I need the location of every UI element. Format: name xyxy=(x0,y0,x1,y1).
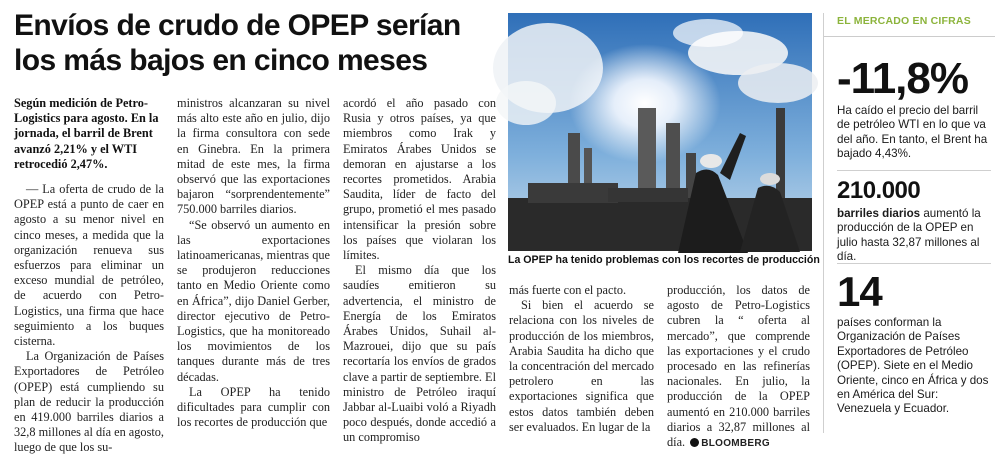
figure-production-increase: 210.000 xyxy=(837,177,921,204)
figure-member-description: países conforman la Organización de Países Exportadores de Petróleo (OPEP). Siete en el Medio Oriente, cinco en África y dos en América del Sur: Venezuela y Ecuador. xyxy=(837,316,989,416)
refinery-photo xyxy=(508,13,812,251)
article-column-3 xyxy=(343,96,496,445)
photo-caption: La OPEP ha tenido problemas con los recortes de producción xyxy=(508,254,820,266)
credit-label: BLOOMBERG xyxy=(701,438,770,450)
column-3-paragraph-1: acordó el año pasado con Rusia y otros países, ya que miembros como Irak y Emiratos Árabes Unidos se demoran en ajustarse a los recortes prometidos. Arabia Saudita, líder de facto del grupo, prometió el mes pasado intensificar la presión sobre los países que violaran los límites. xyxy=(343,96,496,263)
column-2-paragraph-2: “Se observó un aumento en las exportaciones latinoamericanas, mientras que se produjeron reducciones tanto en Medio Oriente como en África”, dijo Daniel Gerber, director ejecutivo de Petro-Logistics, que ha monitoreado los movimientos de los tanques durante más de tres décadas. xyxy=(177,217,330,384)
article-column-4 xyxy=(509,283,654,433)
article-column-5 xyxy=(667,283,810,450)
column-4-paragraph-1: más fuerte con el pacto. xyxy=(509,283,627,297)
credit-bullet-icon xyxy=(690,438,699,447)
article-lede: Según medición de Petro-Logistics para agosto. En la jornada, el barril de Brent avanzó 2,21% y el WTI retrocedió 2,47%. xyxy=(14,96,159,171)
column-5-paragraph-1 xyxy=(667,283,810,451)
column-4-paragraph-2: Si bien el acuerdo se relaciona con los niveles de producción de los miembros, Arabia Saudita ha dicho que la concentración del mercado petrolero en las exportaciones significa que estos datos también deben ser evaluados. En lugar de la xyxy=(509,298,654,434)
figure-member-count: 14 xyxy=(837,268,882,315)
sidebar-separator xyxy=(837,170,991,171)
column-5-text: producción, los datos de agosto de Petro-Logistics cubren la “ oferta al mercado”, que comprende las exportaciones y el crudo procesado en las refinerías nacionales. En julio, la producción de la OPEP aumentó en 210.000 barriles diarios a 32,87 millones al día. xyxy=(667,283,810,450)
headline-line-2: los más bajos en cinco meses xyxy=(14,44,428,77)
headline-line-1: Envíos de crudo de OPEP serían xyxy=(14,9,461,42)
news-agency-credit xyxy=(688,438,770,449)
sidebar-header: EL MERCADO EN CIFRAS xyxy=(823,13,995,37)
figure-wti-description: Ha caído el precio del barril de petróleo WTI en lo que va del año. En tanto, el Brent ha bajado 4,43%. xyxy=(837,104,988,161)
column-3-paragraph-2: El mismo día que los saudíes emitieron su advertencia, el ministro de Energía de los Emiratos Árabes Unidos, Suhail al-Mazrouei, dijo que su país recortaría los envíos de grados clave a partir de septiembre. El ministro de Petróleo iraquí Jabbar al-Luaibi voló a Riyadh poco después, donde accedió a un compromiso xyxy=(343,263,496,445)
market-figures-sidebar xyxy=(823,13,995,433)
column-1-paragraph-1: — La oferta de crudo de la OPEP está a punto de caer en agosto a su menor nivel en cinco meses, a medida que la organización renueva sus esfuerzos para eliminar un exceso mundial de petróleo, de acuerdo con Petro-Logistics, una firma que hace seguimiento a los buques cisterna. xyxy=(14,182,164,349)
article-column-1 xyxy=(14,96,164,455)
article-column-2 xyxy=(177,96,330,432)
figure-production-bold: barriles diarios xyxy=(837,207,921,220)
figure-production-description xyxy=(837,207,991,265)
figure-wti-change: -11,8% xyxy=(837,54,968,103)
column-2-paragraph-3: La OPEP ha tenido dificultades para cumplir con los recortes de producción que xyxy=(177,384,330,430)
sidebar-divider xyxy=(823,13,824,433)
column-2-paragraph-1: ministros alcanzaran su nivel más alto este año en julio, dijo la firma consultora con sede en Ginebra. En la primera mitad de este mes, la firma observó que las exportaciones bajaron “sorprendentemente” 750.000 barriles diarios. xyxy=(177,96,330,217)
figure-production-rest: aumentó la producción de la OPEP en julio hasta 32,87 millones al día. xyxy=(837,207,981,264)
article-headline xyxy=(14,8,494,78)
column-1-paragraph-2: La Organización de Países Exportadores de Petróleo (OPEP) está cumpliendo su plan de reducir la producción en 419.000 barriles diarios a 32,8 millones al día en agosto, luego de que los su- xyxy=(14,349,164,455)
sidebar-separator xyxy=(837,263,991,264)
